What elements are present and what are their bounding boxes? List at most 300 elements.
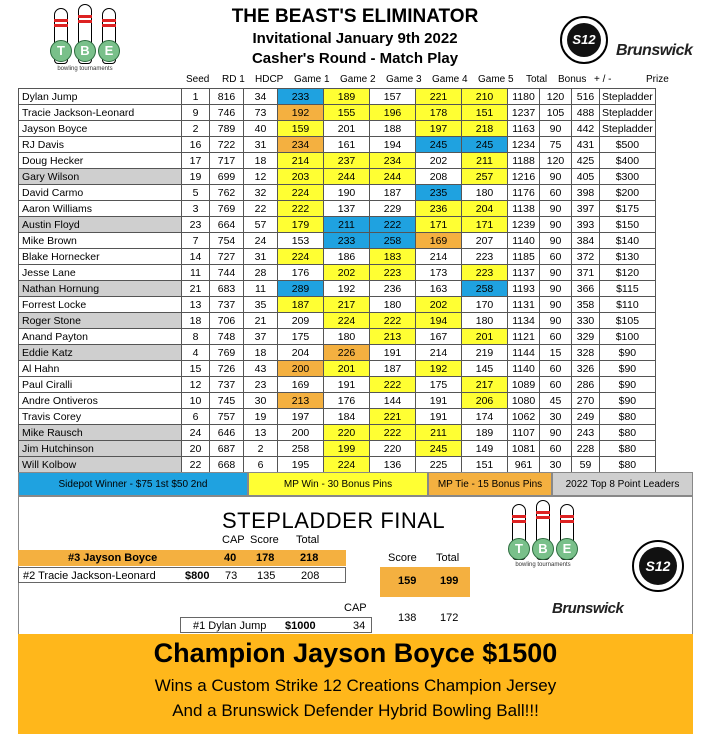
prize-cell: Stepladder xyxy=(600,105,656,121)
game3-cell: 188 xyxy=(370,121,416,137)
plusminus-cell: 442 xyxy=(572,121,600,137)
seed-cell: 5 xyxy=(182,185,210,201)
game2-cell: 237 xyxy=(324,153,370,169)
prize-cell: $150 xyxy=(600,217,656,233)
game2-cell: 190 xyxy=(324,185,370,201)
prize-cell: $300 xyxy=(600,169,656,185)
table-row xyxy=(19,265,656,281)
tbe-letter-e: E xyxy=(556,538,578,560)
seed-cell: 19 xyxy=(182,169,210,185)
game4-cell: 225 xyxy=(416,457,462,473)
sl-p1-cap-label: CAP xyxy=(344,602,367,614)
game4-cell: 191 xyxy=(416,393,462,409)
game3-cell: 236 xyxy=(370,281,416,297)
hdcp-cell: 22 xyxy=(244,201,278,217)
s12-text: S12 xyxy=(639,547,677,585)
prize-cell: $110 xyxy=(600,297,656,313)
prize-cell: Stepladder xyxy=(600,121,656,137)
sl-p1-prize: $1000 xyxy=(285,620,316,632)
sl-col-cap: CAP xyxy=(222,534,245,546)
prize-cell: $200 xyxy=(600,185,656,201)
sl-m2-p1-total: 172 xyxy=(440,612,459,624)
rd1-cell: 699 xyxy=(210,169,244,185)
plusminus-cell: 328 xyxy=(572,345,600,361)
col-game5: Game 5 xyxy=(478,74,514,85)
bonus-cell: 60 xyxy=(540,185,572,201)
game5-cell: 218 xyxy=(462,121,508,137)
game5-cell: 189 xyxy=(462,425,508,441)
total-cell: 1237 xyxy=(508,105,540,121)
seed-cell: 10 xyxy=(182,393,210,409)
plusminus-cell: 516 xyxy=(572,89,600,105)
hdcp-cell: 43 xyxy=(244,361,278,377)
seed-cell: 20 xyxy=(182,441,210,457)
bonus-cell: 90 xyxy=(540,121,572,137)
rd1-cell: 726 xyxy=(210,361,244,377)
total-cell: 1163 xyxy=(508,121,540,137)
prize-cell: $140 xyxy=(600,233,656,249)
hdcp-cell: 31 xyxy=(244,249,278,265)
game2-cell: 201 xyxy=(324,361,370,377)
tbe-letter-t: T xyxy=(508,538,530,560)
bonus-cell: 90 xyxy=(540,425,572,441)
plusminus-cell: 371 xyxy=(572,265,600,281)
game5-cell: 170 xyxy=(462,297,508,313)
total-cell: 1216 xyxy=(508,169,540,185)
bowler-name: Nathan Hornung xyxy=(19,281,182,297)
plusminus-cell: 228 xyxy=(572,441,600,457)
game2-cell: 220 xyxy=(324,425,370,441)
game1-cell: 200 xyxy=(278,425,324,441)
table-row xyxy=(19,249,656,265)
total-cell: 1138 xyxy=(508,201,540,217)
game4-cell: 208 xyxy=(416,169,462,185)
bonus-cell: 90 xyxy=(540,233,572,249)
game5-cell: 223 xyxy=(462,249,508,265)
total-cell: 1121 xyxy=(508,329,540,345)
sl-p3-total: 218 xyxy=(300,552,319,564)
game2-cell: 199 xyxy=(324,441,370,457)
seed-cell: 8 xyxy=(182,329,210,345)
table-row xyxy=(19,217,656,233)
total-cell: 1193 xyxy=(508,281,540,297)
game4-cell: 175 xyxy=(416,377,462,393)
game3-cell: 220 xyxy=(370,441,416,457)
legend-top8: 2022 Top 8 Point Leaders xyxy=(552,472,693,496)
bonus-cell: 120 xyxy=(540,153,572,169)
game4-cell: 163 xyxy=(416,281,462,297)
game5-cell: 217 xyxy=(462,377,508,393)
bonus-cell: 75 xyxy=(540,137,572,153)
plusminus-cell: 249 xyxy=(572,409,600,425)
bowler-name: Aaron Williams xyxy=(19,201,182,217)
rd1-cell: 687 xyxy=(210,441,244,457)
table-row xyxy=(19,377,656,393)
game2-cell: 211 xyxy=(324,217,370,233)
tbe-logo-bottom xyxy=(498,500,588,572)
bonus-cell: 105 xyxy=(540,105,572,121)
game1-cell: 192 xyxy=(278,105,324,121)
bonus-cell: 90 xyxy=(540,297,572,313)
game2-cell: 180 xyxy=(324,329,370,345)
seed-cell: 6 xyxy=(182,409,210,425)
bonus-cell: 90 xyxy=(540,313,572,329)
game4-cell: 202 xyxy=(416,297,462,313)
sl-p1-row xyxy=(180,617,372,633)
prize-cell: $130 xyxy=(600,249,656,265)
rd1-cell: 744 xyxy=(210,265,244,281)
game1-cell: 234 xyxy=(278,137,324,153)
plusminus-cell: 425 xyxy=(572,153,600,169)
game4-cell: 221 xyxy=(416,89,462,105)
col-bonus: Bonus xyxy=(558,74,587,85)
game5-cell: 245 xyxy=(462,137,508,153)
sl-p3-score: 178 xyxy=(256,552,275,564)
prize-cell: $175 xyxy=(600,201,656,217)
game4-cell: 167 xyxy=(416,329,462,345)
prize-cell: $400 xyxy=(600,153,656,169)
rd1-cell: 769 xyxy=(210,345,244,361)
game5-cell: 219 xyxy=(462,345,508,361)
table-row xyxy=(19,281,656,297)
rd1-cell: 757 xyxy=(210,409,244,425)
hdcp-cell: 30 xyxy=(244,393,278,409)
game3-cell: 191 xyxy=(370,345,416,361)
sl-p1-name: #1 Dylan Jump xyxy=(193,620,267,632)
col-game1: Game 1 xyxy=(294,74,330,85)
standings-table xyxy=(18,88,656,473)
seed-cell: 18 xyxy=(182,313,210,329)
table-row xyxy=(19,201,656,217)
rd1-cell: 668 xyxy=(210,457,244,473)
bowler-name: Travis Corey xyxy=(19,409,182,425)
prize-cell: $80 xyxy=(600,457,656,473)
sl-match2-p1 xyxy=(380,600,470,634)
bowler-name: Paul Ciralli xyxy=(19,377,182,393)
game4-cell: 236 xyxy=(416,201,462,217)
table-row xyxy=(19,137,656,153)
hdcp-cell: 34 xyxy=(244,89,278,105)
hdcp-cell: 12 xyxy=(244,169,278,185)
prize-cell: $80 xyxy=(600,425,656,441)
game4-cell: 245 xyxy=(416,137,462,153)
game3-cell: 234 xyxy=(370,153,416,169)
plusminus-cell: 286 xyxy=(572,377,600,393)
plusminus-cell: 358 xyxy=(572,297,600,313)
bowler-name: Doug Hecker xyxy=(19,153,182,169)
game3-cell: 221 xyxy=(370,409,416,425)
bonus-cell: 90 xyxy=(540,169,572,185)
sl-p3-name: #3 Jayson Boyce xyxy=(68,552,158,564)
game1-cell: 159 xyxy=(278,121,324,137)
bowler-name: Jim Hutchinson xyxy=(19,441,182,457)
rd1-cell: 816 xyxy=(210,89,244,105)
plusminus-cell: 326 xyxy=(572,361,600,377)
bowler-name: RJ Davis xyxy=(19,137,182,153)
game2-cell: 224 xyxy=(324,457,370,473)
col-seed: Seed xyxy=(186,74,210,85)
bonus-cell: 60 xyxy=(540,361,572,377)
bowler-name: Andre Ontiveros xyxy=(19,393,182,409)
game3-cell: 157 xyxy=(370,89,416,105)
table-row xyxy=(19,121,656,137)
game1-cell: 209 xyxy=(278,313,324,329)
plusminus-cell: 330 xyxy=(572,313,600,329)
game1-cell: 175 xyxy=(278,329,324,345)
sl-m2-col-total: Total xyxy=(436,552,460,564)
sl-m2-winner-score: 159 xyxy=(398,575,417,587)
plusminus-cell: 329 xyxy=(572,329,600,345)
total-cell: 1234 xyxy=(508,137,540,153)
plusminus-cell: 488 xyxy=(572,105,600,121)
game1-cell: 169 xyxy=(278,377,324,393)
game3-cell: 180 xyxy=(370,297,416,313)
hdcp-cell: 11 xyxy=(244,281,278,297)
plusminus-cell: 393 xyxy=(572,217,600,233)
game1-cell: 289 xyxy=(278,281,324,297)
game4-cell: 245 xyxy=(416,441,462,457)
game1-cell: 197 xyxy=(278,409,324,425)
rd1-cell: 664 xyxy=(210,217,244,233)
champion-title: Champion Jayson Boyce $1500 xyxy=(153,638,558,668)
bowler-name: Jayson Boyce xyxy=(19,121,182,137)
plusminus-cell: 397 xyxy=(572,201,600,217)
brunswick-logo: Brunswick xyxy=(616,42,693,59)
total-cell: 1081 xyxy=(508,441,540,457)
bowler-name: Gary Wilson xyxy=(19,169,182,185)
seed-cell: 22 xyxy=(182,457,210,473)
col-plusminus: + / - xyxy=(594,74,612,85)
col-rd1: RD 1 xyxy=(222,74,245,85)
col-game4: Game 4 xyxy=(432,74,468,85)
bowler-name: Eddie Katz xyxy=(19,345,182,361)
seed-cell: 2 xyxy=(182,121,210,137)
prize-cell: $100 xyxy=(600,329,656,345)
game2-cell: 192 xyxy=(324,281,370,297)
game1-cell: 179 xyxy=(278,217,324,233)
event-subtitle: Invitational January 9th 2022 xyxy=(252,30,458,47)
bonus-cell: 15 xyxy=(540,345,572,361)
game1-cell: 258 xyxy=(278,441,324,457)
rd1-cell: 746 xyxy=(210,105,244,121)
tbe-caption: bowling tournaments xyxy=(57,66,113,72)
prize-cell: $80 xyxy=(600,441,656,457)
game5-cell: 145 xyxy=(462,361,508,377)
table-row xyxy=(19,89,656,105)
game3-cell: 244 xyxy=(370,169,416,185)
seed-cell: 16 xyxy=(182,137,210,153)
game4-cell: 194 xyxy=(416,313,462,329)
rd1-cell: 646 xyxy=(210,425,244,441)
game3-cell: 258 xyxy=(370,233,416,249)
plusminus-cell: 59 xyxy=(572,457,600,473)
bowler-name: Austin Floyd xyxy=(19,217,182,233)
game5-cell: 151 xyxy=(462,105,508,121)
hdcp-cell: 57 xyxy=(244,217,278,233)
table-row xyxy=(19,361,656,377)
seed-cell: 23 xyxy=(182,217,210,233)
total-cell: 1131 xyxy=(508,297,540,313)
plusminus-cell: 398 xyxy=(572,185,600,201)
game4-cell: 202 xyxy=(416,153,462,169)
sl-p2-total: 208 xyxy=(301,570,320,582)
table-row xyxy=(19,441,656,457)
game5-cell: 180 xyxy=(462,313,508,329)
rd1-cell: 789 xyxy=(210,121,244,137)
game5-cell: 210 xyxy=(462,89,508,105)
game1-cell: 233 xyxy=(278,89,324,105)
brunswick-logo-bottom: Brunswick xyxy=(552,600,624,617)
bowler-name: Mike Brown xyxy=(19,233,182,249)
event-round: Casher's Round - Match Play xyxy=(251,50,459,67)
total-cell: 1176 xyxy=(508,185,540,201)
col-hdcp: HDCP xyxy=(255,74,284,85)
game2-cell: 226 xyxy=(324,345,370,361)
game5-cell: 258 xyxy=(462,281,508,297)
table-row xyxy=(19,233,656,249)
game4-cell: 211 xyxy=(416,425,462,441)
game5-cell: 211 xyxy=(462,153,508,169)
hdcp-cell: 18 xyxy=(244,345,278,361)
prize-cell: $90 xyxy=(600,377,656,393)
game1-cell: 222 xyxy=(278,201,324,217)
game4-cell: 178 xyxy=(416,105,462,121)
table-row xyxy=(19,425,656,441)
game1-cell: 200 xyxy=(278,361,324,377)
game2-cell: 202 xyxy=(324,265,370,281)
game3-cell: 222 xyxy=(370,217,416,233)
table-row xyxy=(19,329,656,345)
game3-cell: 222 xyxy=(370,425,416,441)
bowler-name: Tracie Jackson-Leonard xyxy=(19,105,182,121)
hdcp-cell: 37 xyxy=(244,329,278,345)
hdcp-cell: 24 xyxy=(244,233,278,249)
table-row xyxy=(19,457,656,473)
champion-banner xyxy=(18,634,693,734)
prize-cell: $80 xyxy=(600,409,656,425)
game2-cell: 201 xyxy=(324,121,370,137)
bowler-name: Jesse Lane xyxy=(19,265,182,281)
total-cell: 1144 xyxy=(508,345,540,361)
game5-cell: 223 xyxy=(462,265,508,281)
game2-cell: 217 xyxy=(324,297,370,313)
bowler-name: Blake Hornecker xyxy=(19,249,182,265)
game4-cell: 171 xyxy=(416,217,462,233)
game1-cell: 224 xyxy=(278,185,324,201)
game5-cell: 206 xyxy=(462,393,508,409)
game1-cell: 187 xyxy=(278,297,324,313)
bowler-name: Mike Rausch xyxy=(19,425,182,441)
bonus-cell: 90 xyxy=(540,217,572,233)
game3-cell: 213 xyxy=(370,329,416,345)
prize-cell: $90 xyxy=(600,361,656,377)
hdcp-cell: 40 xyxy=(244,121,278,137)
hdcp-cell: 35 xyxy=(244,297,278,313)
game5-cell: 207 xyxy=(462,233,508,249)
event-title: THE BEAST'S ELIMINATOR xyxy=(231,6,479,27)
col-game3: Game 3 xyxy=(386,74,422,85)
total-cell: 1137 xyxy=(508,265,540,281)
champion-prize-jersey: Wins a Custom Strike 12 Creations Champion Jersey xyxy=(154,676,557,695)
rd1-cell: 722 xyxy=(210,137,244,153)
game4-cell: 235 xyxy=(416,185,462,201)
game3-cell: 222 xyxy=(370,313,416,329)
total-cell: 1140 xyxy=(508,233,540,249)
legend-bar xyxy=(18,472,693,496)
game3-cell: 229 xyxy=(370,201,416,217)
seed-cell: 4 xyxy=(182,345,210,361)
game2-cell: 176 xyxy=(324,393,370,409)
seed-cell: 17 xyxy=(182,153,210,169)
prize-cell: Stepladder xyxy=(600,89,656,105)
table-row xyxy=(19,105,656,121)
bonus-cell: 60 xyxy=(540,329,572,345)
game3-cell: 187 xyxy=(370,361,416,377)
hdcp-cell: 19 xyxy=(244,409,278,425)
legend-sidepot: Sidepot Winner - $75 1st $50 2nd xyxy=(18,472,248,496)
game1-cell: 203 xyxy=(278,169,324,185)
tbe-letter-b: B xyxy=(74,40,96,62)
tbe-caption: bowling tournaments xyxy=(515,562,571,568)
rd1-cell: 745 xyxy=(210,393,244,409)
legend-mp-tie: MP Tie - 15 Bonus Pins xyxy=(428,472,552,496)
prize-cell: $120 xyxy=(600,265,656,281)
table-row xyxy=(19,185,656,201)
bonus-cell: 60 xyxy=(540,441,572,457)
rd1-cell: 737 xyxy=(210,377,244,393)
hdcp-cell: 2 xyxy=(244,441,278,457)
bonus-cell: 90 xyxy=(540,201,572,217)
rd1-cell: 706 xyxy=(210,313,244,329)
bowler-name: Will Kolbow xyxy=(19,457,182,473)
bowler-name: David Carmo xyxy=(19,185,182,201)
hdcp-cell: 13 xyxy=(244,425,278,441)
table-row xyxy=(19,169,656,185)
sl-m2-p1-score: 138 xyxy=(398,612,417,624)
sl-p3-cap: 40 xyxy=(224,552,237,564)
seed-cell: 3 xyxy=(182,201,210,217)
rd1-cell: 683 xyxy=(210,281,244,297)
stepladder-title: STEPLADDER FINAL xyxy=(222,508,446,533)
game3-cell: 144 xyxy=(370,393,416,409)
hdcp-cell: 32 xyxy=(244,185,278,201)
total-cell: 1134 xyxy=(508,313,540,329)
game1-cell: 195 xyxy=(278,457,324,473)
game3-cell: 136 xyxy=(370,457,416,473)
seed-cell: 9 xyxy=(182,105,210,121)
sl-col-total: Total xyxy=(296,534,320,546)
game2-cell: 184 xyxy=(324,409,370,425)
rd1-cell: 727 xyxy=(210,249,244,265)
rd1-cell: 737 xyxy=(210,297,244,313)
table-row xyxy=(19,409,656,425)
table-row xyxy=(19,393,656,409)
game5-cell: 171 xyxy=(462,217,508,233)
hdcp-cell: 6 xyxy=(244,457,278,473)
game2-cell: 137 xyxy=(324,201,370,217)
rd1-cell: 754 xyxy=(210,233,244,249)
seed-cell: 21 xyxy=(182,281,210,297)
total-cell: 1239 xyxy=(508,217,540,233)
game3-cell: 183 xyxy=(370,249,416,265)
game1-cell: 153 xyxy=(278,233,324,249)
sl-p2-score: 135 xyxy=(257,570,276,582)
bowler-name: Anand Payton xyxy=(19,329,182,345)
total-cell: 961 xyxy=(508,457,540,473)
tbe-letter-t: T xyxy=(50,40,72,62)
game2-cell: 186 xyxy=(324,249,370,265)
total-cell: 1062 xyxy=(508,409,540,425)
